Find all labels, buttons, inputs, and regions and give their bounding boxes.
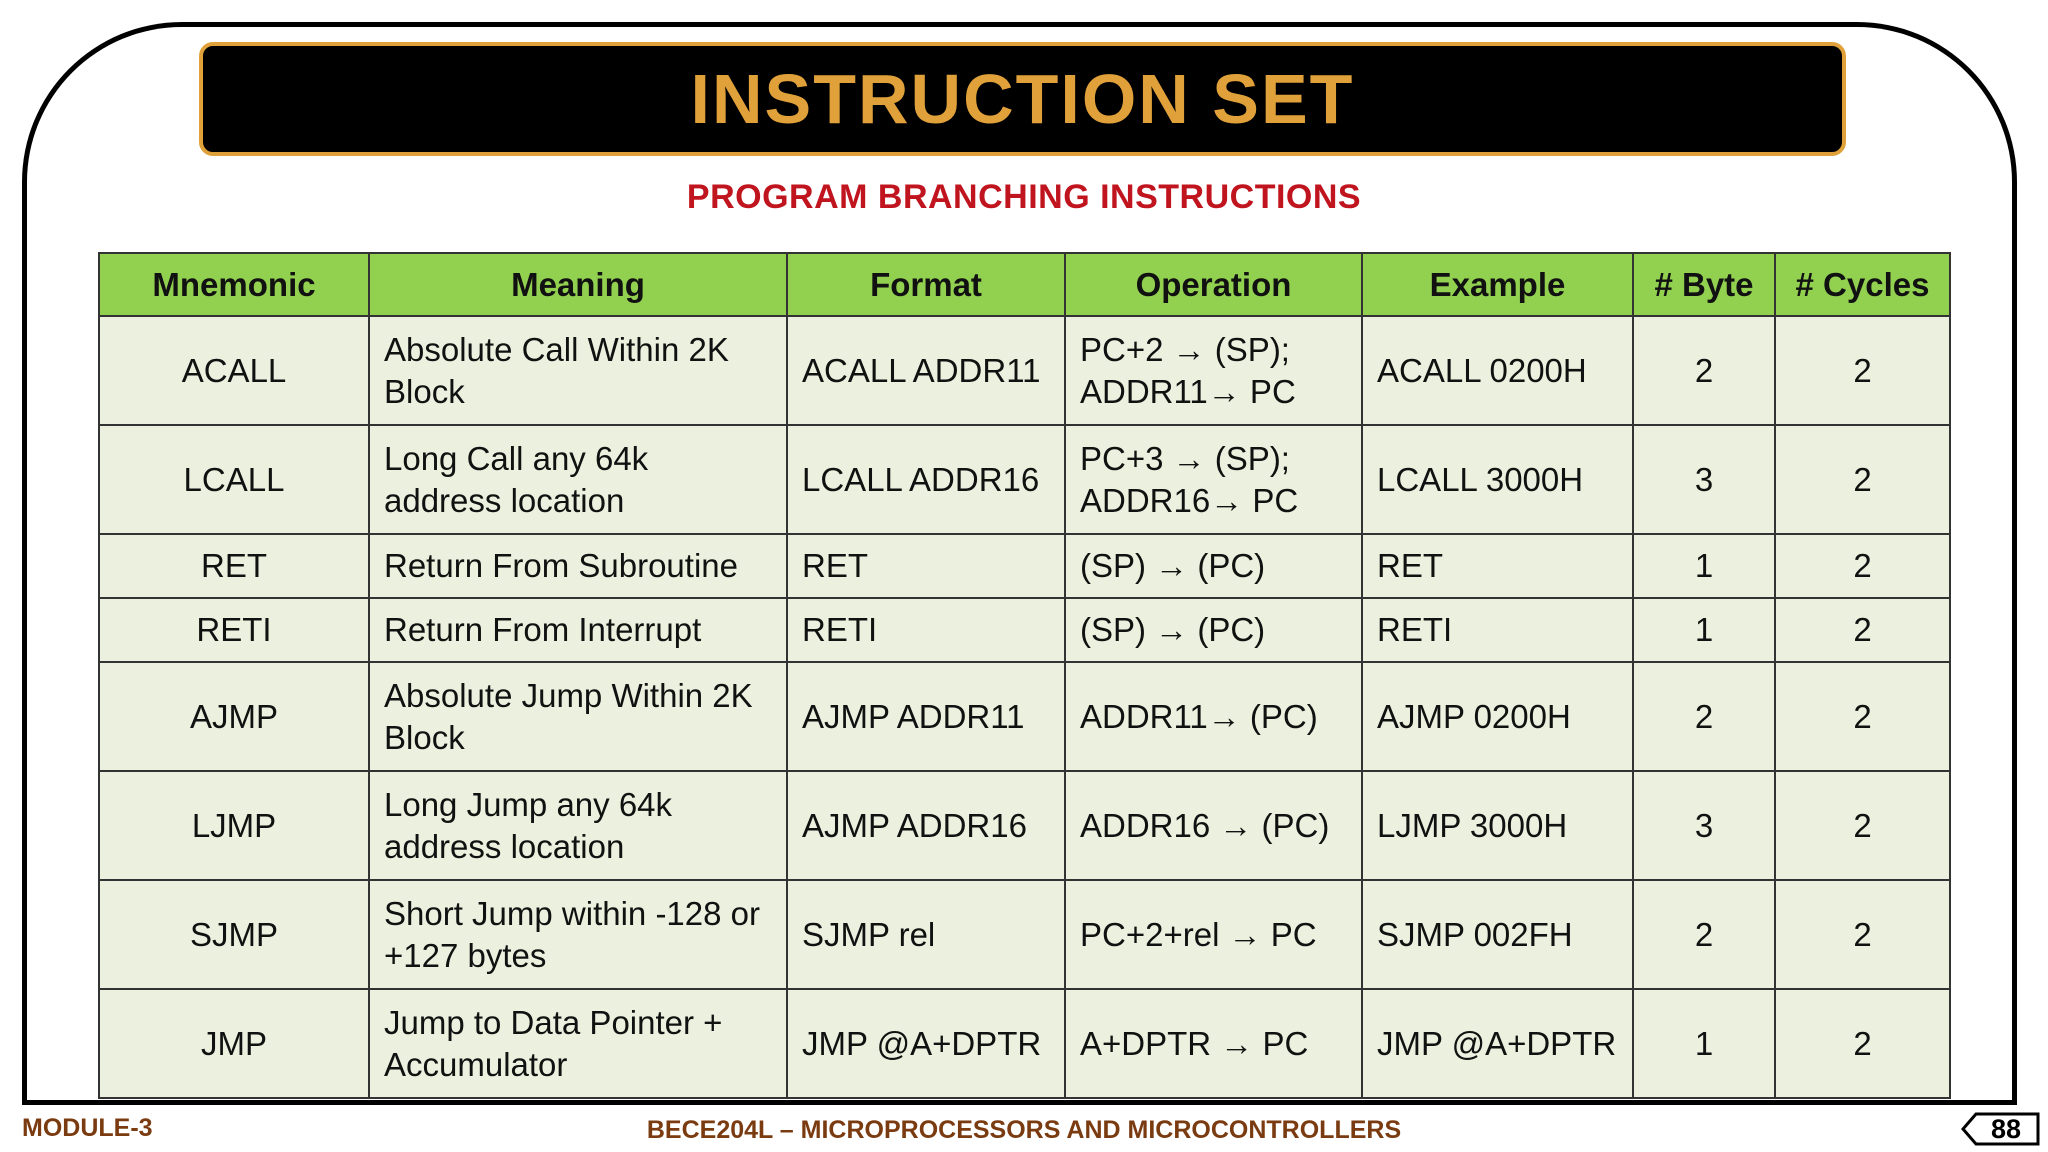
table-row <box>99 662 1950 771</box>
cell-mnemonic: RET <box>99 534 369 598</box>
cell-format: JMP @A+DPTR <box>787 989 1065 1098</box>
cell-example: AJMP 0200H <box>1362 662 1633 771</box>
cell-meaning: Long Jump any 64k address location <box>369 771 787 880</box>
cell-example: ACALL 0200H <box>1362 316 1633 425</box>
cell-bytes: 1 <box>1633 598 1775 662</box>
cell-mnemonic: LJMP <box>99 771 369 880</box>
cell-meaning: Return From Subroutine <box>369 534 787 598</box>
cell-operation: ADDR16 → (PC) <box>1065 771 1362 880</box>
frame-bottom-line <box>22 1100 2017 1105</box>
cell-meaning: Absolute Jump Within 2K Block <box>369 662 787 771</box>
slide-subtitle: PROGRAM BRANCHING INSTRUCTIONS <box>686 178 1362 216</box>
cell-format: AJMP ADDR16 <box>787 771 1065 880</box>
cell-operation: PC+2+rel → PC <box>1065 880 1362 989</box>
cell-example: SJMP 002FH <box>1362 880 1633 989</box>
cell-mnemonic: ACALL <box>99 316 369 425</box>
cell-mnemonic: AJMP <box>99 662 369 771</box>
instruction-table <box>98 252 1951 1099</box>
table-row <box>99 771 1950 880</box>
table-row <box>99 598 1950 662</box>
cell-cycles: 2 <box>1775 662 1950 771</box>
table-row <box>99 989 1950 1098</box>
cell-format: AJMP ADDR11 <box>787 662 1065 771</box>
title-bar <box>199 42 1846 156</box>
cell-example: JMP @A+DPTR <box>1362 989 1633 1098</box>
cell-example: LCALL 3000H <box>1362 425 1633 534</box>
cell-bytes: 3 <box>1633 771 1775 880</box>
cell-meaning: Return From Interrupt <box>369 598 787 662</box>
cell-meaning: Long Call any 64k address location <box>369 425 787 534</box>
header-meaning: Meaning <box>369 253 787 316</box>
header-cycles: # Cycles <box>1775 253 1950 316</box>
cell-operation: (SP) → (PC) <box>1065 534 1362 598</box>
cell-cycles: 2 <box>1775 598 1950 662</box>
cell-example: LJMP 3000H <box>1362 771 1633 880</box>
footer-course: BECE204L – MICROPROCESSORS AND MICROCONTROLLERS <box>646 1116 1402 1144</box>
table-row <box>99 425 1950 534</box>
cell-operation: A+DPTR → PC <box>1065 989 1362 1098</box>
cell-cycles: 2 <box>1775 771 1950 880</box>
cell-cycles: 2 <box>1775 425 1950 534</box>
cell-cycles: 2 <box>1775 880 1950 989</box>
cell-mnemonic: SJMP <box>99 880 369 989</box>
table-header-row <box>99 253 1950 316</box>
cell-mnemonic: JMP <box>99 989 369 1098</box>
page-number-badge <box>1960 1112 2040 1146</box>
cell-bytes: 2 <box>1633 880 1775 989</box>
slide-title: INSTRUCTION SET <box>690 60 1355 138</box>
cell-cycles: 2 <box>1775 534 1950 598</box>
cell-meaning: Absolute Call Within 2K Block <box>369 316 787 425</box>
header-example: Example <box>1362 253 1633 316</box>
footer-module: MODULE-3 <box>22 1114 153 1142</box>
cell-example: RETI <box>1362 598 1633 662</box>
header-mnemonic: Mnemonic <box>99 253 369 316</box>
cell-meaning: Jump to Data Pointer + Accumulator <box>369 989 787 1098</box>
cell-mnemonic: LCALL <box>99 425 369 534</box>
cell-cycles: 2 <box>1775 316 1950 425</box>
cell-bytes: 1 <box>1633 989 1775 1098</box>
cell-format: RET <box>787 534 1065 598</box>
cell-bytes: 2 <box>1633 316 1775 425</box>
header-bytes: # Byte <box>1633 253 1775 316</box>
cell-bytes: 1 <box>1633 534 1775 598</box>
header-operation: Operation <box>1065 253 1362 316</box>
cell-format: ACALL ADDR11 <box>787 316 1065 425</box>
header-format: Format <box>787 253 1065 316</box>
cell-meaning: Short Jump within -128 or +127 bytes <box>369 880 787 989</box>
page-number: 88 <box>1990 1114 2022 1144</box>
cell-bytes: 2 <box>1633 662 1775 771</box>
cell-operation: (SP) → (PC) <box>1065 598 1362 662</box>
cell-operation: PC+3 → (SP); ADDR16→ PC <box>1065 425 1362 534</box>
cell-format: SJMP rel <box>787 880 1065 989</box>
cell-format: LCALL ADDR16 <box>787 425 1065 534</box>
table-row <box>99 534 1950 598</box>
cell-cycles: 2 <box>1775 989 1950 1098</box>
cell-format: RETI <box>787 598 1065 662</box>
table-row <box>99 880 1950 989</box>
cell-bytes: 3 <box>1633 425 1775 534</box>
cell-operation: PC+2 → (SP); ADDR11→ PC <box>1065 316 1362 425</box>
cell-mnemonic: RETI <box>99 598 369 662</box>
table-row <box>99 316 1950 425</box>
cell-example: RET <box>1362 534 1633 598</box>
cell-operation: ADDR11→ (PC) <box>1065 662 1362 771</box>
